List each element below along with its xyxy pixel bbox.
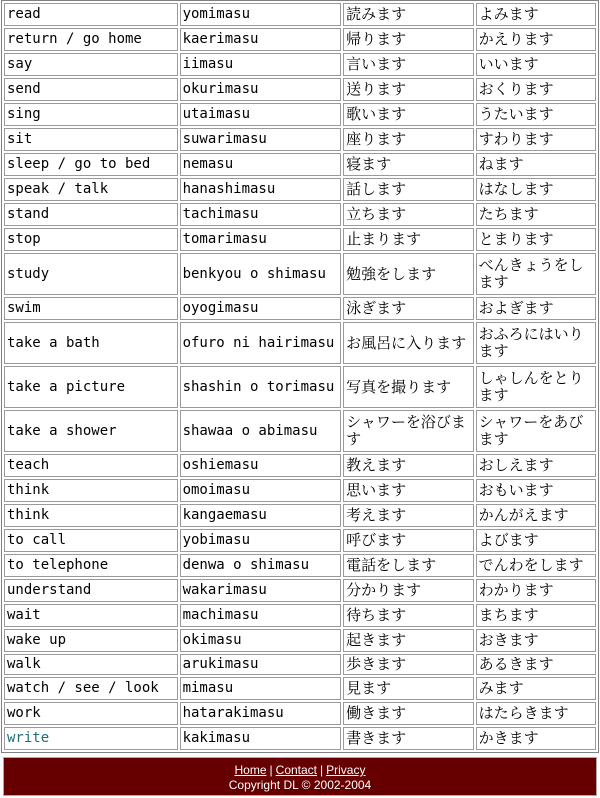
table-row [4, 479, 596, 502]
cell-kanji: 寝ます [343, 153, 473, 176]
cell-kanji: 話します [343, 178, 473, 201]
table-row [4, 28, 596, 51]
cell-eng: wait [4, 604, 178, 627]
cell-kanji: 写真を撮ります [343, 366, 473, 408]
cell-eng: wake up [4, 629, 178, 652]
cell-romaji: ofuro ni hairimasu [180, 322, 342, 364]
footer-separator: | [320, 763, 324, 777]
site-footer [3, 757, 597, 796]
cell-eng: take a shower [4, 410, 178, 452]
cell-kanji: 呼びます [343, 529, 473, 552]
cell-kanji: 勉強をします [343, 253, 473, 295]
cell-eng: walk [4, 654, 178, 675]
footer-link-contact[interactable]: Contact [275, 763, 318, 777]
cell-romaji: hanashimasu [180, 178, 342, 201]
cell-eng: think [4, 479, 178, 502]
cell-romaji: yomimasu [180, 3, 342, 26]
footer-separator: | [269, 763, 273, 777]
cell-kanji: 読みます [343, 3, 473, 26]
cell-kana: おもいます [476, 479, 596, 502]
cell-eng: watch / see / look [4, 677, 178, 700]
cell-eng: to call [4, 529, 178, 552]
cell-romaji: kakimasu [180, 727, 342, 750]
table-row [4, 203, 596, 226]
cell-kana: しゃしんをとります [476, 366, 596, 408]
cell-eng: return / go home [4, 28, 178, 51]
cell-romaji: suwarimasu [180, 128, 342, 151]
cell-eng: take a picture [4, 366, 178, 408]
cell-kana: べんきょうをします [476, 253, 596, 295]
table-row [4, 322, 596, 364]
table-row [4, 554, 596, 577]
table-row [4, 78, 596, 101]
cell-kana: おしえます [476, 454, 596, 477]
cell-eng: teach [4, 454, 178, 477]
cell-romaji: mimasu [180, 677, 342, 700]
cell-kana: おきます [476, 629, 596, 652]
cell-kana: みます [476, 677, 596, 700]
cell-eng: work [4, 702, 178, 725]
cell-kana: まちます [476, 604, 596, 627]
cell-romaji: oyogimasu [180, 297, 342, 320]
cell-kana: すわります [476, 128, 596, 151]
cell-kanji: 立ちます [343, 203, 473, 226]
cell-kana: たちます [476, 203, 596, 226]
footer-nav [4, 763, 596, 778]
table-row [4, 410, 596, 452]
cell-kanji: 送ります [343, 78, 473, 101]
table-row [4, 228, 596, 251]
cell-eng: send [4, 78, 178, 101]
cell-kanji: シャワーを浴びます [343, 410, 473, 452]
cell-romaji: okimasu [180, 629, 342, 652]
cell-kanji: 働きます [343, 702, 473, 725]
cell-romaji: tachimasu [180, 203, 342, 226]
cell-romaji: shashin o torimasu [180, 366, 342, 408]
cell-romaji: benkyou o shimasu [180, 253, 342, 295]
cell-kanji: 書きます [343, 727, 473, 750]
table-row [4, 654, 596, 675]
cell-romaji: wakarimasu [180, 579, 342, 602]
table-row [4, 3, 596, 26]
cell-kana: おくります [476, 78, 596, 101]
table-row [4, 366, 596, 408]
cell-kanji: 止まります [343, 228, 473, 251]
cell-kana: あるきます [476, 654, 596, 675]
footer-link-home[interactable]: Home [234, 763, 267, 777]
table-row [4, 702, 596, 725]
cell-eng: sing [4, 103, 178, 126]
cell-kana: よみます [476, 3, 596, 26]
cell-kanji: お風呂に入ります [343, 322, 473, 364]
cell-kanji: 待ちます [343, 604, 473, 627]
cell-kana: はたらきます [476, 702, 596, 725]
cell-kanji: 歌います [343, 103, 473, 126]
cell-kanji: 座ります [343, 128, 473, 151]
table-row [4, 529, 596, 552]
cell-kana: よびます [476, 529, 596, 552]
cell-romaji: oshiemasu [180, 454, 342, 477]
cell-eng: speak / talk [4, 178, 178, 201]
table-row [4, 153, 596, 176]
cell-eng: think [4, 504, 178, 527]
cell-kanji: 思います [343, 479, 473, 502]
table-row [4, 604, 596, 627]
cell-kana: かんがえます [476, 504, 596, 527]
table-row [4, 454, 596, 477]
cell-kanji: 帰ります [343, 28, 473, 51]
cell-romaji: omoimasu [180, 479, 342, 502]
cell-eng: to telephone [4, 554, 178, 577]
cell-romaji: denwa o shimasu [180, 554, 342, 577]
cell-romaji: kaerimasu [180, 28, 342, 51]
cell-romaji: hatarakimasu [180, 702, 342, 725]
table-row [4, 53, 596, 76]
cell-kana: いいます [476, 53, 596, 76]
table-row [4, 128, 596, 151]
cell-kanji: 電話をします [343, 554, 473, 577]
cell-kanji: 泳ぎます [343, 297, 473, 320]
cell-eng: understand [4, 579, 178, 602]
cell-kana: シャワーをあびます [476, 410, 596, 452]
cell-romaji: kangaemasu [180, 504, 342, 527]
cell-eng: stand [4, 203, 178, 226]
cell-romaji: nemasu [180, 153, 342, 176]
table-row [4, 253, 596, 295]
cell-romaji: tomarimasu [180, 228, 342, 251]
cell-kanji: 教えます [343, 454, 473, 477]
cell-eng: read [4, 3, 178, 26]
cell-eng: sleep / go to bed [4, 153, 178, 176]
cell-kanji: 分かります [343, 579, 473, 602]
cell-kana: とまります [476, 228, 596, 251]
cell-eng: say [4, 53, 178, 76]
cell-kana: かきます [476, 727, 596, 750]
table-row [4, 677, 596, 700]
cell-kana: おふろにはいります [476, 322, 596, 364]
vocabulary-table-body [4, 3, 596, 750]
table-row [4, 504, 596, 527]
cell-romaji: shawaa o abimasu [180, 410, 342, 452]
cell-kana: わかります [476, 579, 596, 602]
cell-kanji: 起きます [343, 629, 473, 652]
cell-kana: はなします [476, 178, 596, 201]
cell-romaji: utaimasu [180, 103, 342, 126]
cell-eng: write [4, 727, 178, 750]
cell-kana: およぎます [476, 297, 596, 320]
cell-kana: でんわをします [476, 554, 596, 577]
cell-romaji: iimasu [180, 53, 342, 76]
cell-eng: swim [4, 297, 178, 320]
cell-kanji: 言います [343, 53, 473, 76]
cell-eng: stop [4, 228, 178, 251]
cell-kana: ねます [476, 153, 596, 176]
cell-eng: take a bath [4, 322, 178, 364]
footer-link-privacy[interactable]: Privacy [326, 763, 366, 777]
vocabulary-table [1, 0, 599, 753]
cell-kana: うたいます [476, 103, 596, 126]
cell-kanji: 考えます [343, 504, 473, 527]
table-row [4, 727, 596, 750]
cell-romaji: okurimasu [180, 78, 342, 101]
table-row [4, 629, 596, 652]
cell-kana: かえります [476, 28, 596, 51]
table-row [4, 178, 596, 201]
cell-eng: study [4, 253, 178, 295]
cell-eng: sit [4, 128, 178, 151]
copyright-text: Copyright DL © 2002-2004 [228, 778, 372, 792]
cell-romaji: machimasu [180, 604, 342, 627]
cell-kanji: 見ます [343, 677, 473, 700]
cell-romaji: arukimasu [180, 654, 342, 675]
cell-kanji: 歩きます [343, 654, 473, 675]
table-row [4, 103, 596, 126]
table-row [4, 297, 596, 320]
table-row [4, 579, 596, 602]
cell-romaji: yobimasu [180, 529, 342, 552]
